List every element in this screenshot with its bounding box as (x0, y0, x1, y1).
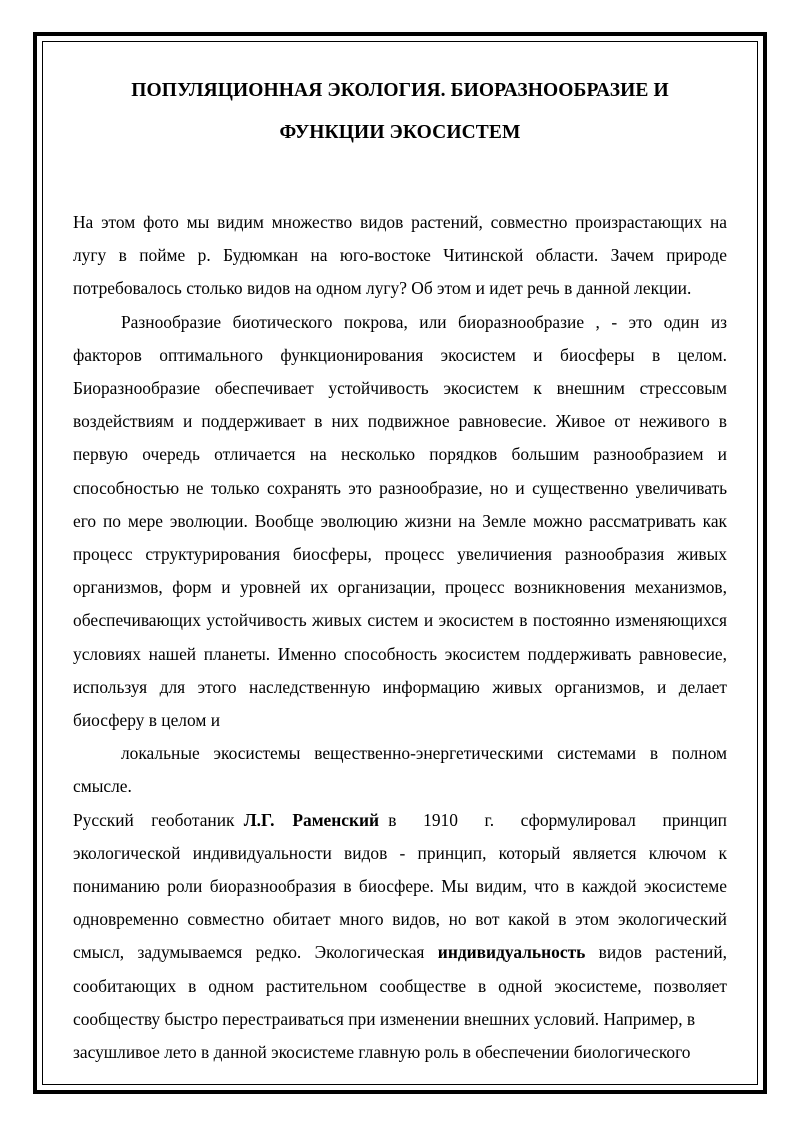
page-title-line-2: ФУНКЦИИ ЭКОСИСТЕМ (279, 122, 521, 143)
paragraph-ramensky-run-1: Русский геоботаник (73, 809, 244, 830)
paragraph-intro (73, 206, 727, 306)
paragraph-biodiversity-last-line: локальные экосистемы вещественно-энергетическими системами в полном смысле. (73, 743, 727, 797)
document-content (73, 70, 727, 1069)
scientist-name: Л.Г. Раменский (243, 809, 380, 830)
paragraph-ramensky-last-line: засушливое лето в данной экосистеме главную роль в обеспечении биологического (73, 1042, 691, 1063)
document-body (73, 206, 727, 1069)
paragraph-ramensky-run-2: в 1910 г. сформулировал принцип экологической индивидуальности видов - принцип, который является ключом к пониманию роли биоразнообразия в биосфере. Мы видим, что в каждой экосистеме одновременно совместно обитает много видов, но вот какой в этом экологический смысл, задумываемся редко. Экологическая (73, 809, 727, 963)
page-title (73, 70, 727, 154)
term-individuality: индивидуальность (437, 942, 586, 963)
paragraph-biodiversity (73, 306, 727, 804)
paragraph-ramensky (73, 804, 727, 1070)
paragraph-biodiversity-text: Разнообразие биотического покрова, или биоразнообразие , - это один из факторов оптимального функционирования экосистем и биосферы в целом. Биоразнообразие обеспечивает устойчивость экосистем к внешним стрессовым воздействиям и поддерживает в них подвижное равновесие. Живое от неживого в первую очередь отличается на несколько порядков большим разнообразием и способностью не только сохранять это разнообразие, но и существенно увеличивать его по мере эволюции. Вообще эволюцию жизни на Земле можно рассматривать как процесс структурирования биосферы, процесс увеличиения разнообразия живых организмов, форм и уровней их организации, процесс возникновения механизмов, обеспечивающих устойчивость живых систем и экосистем в постоянно изменяющихся условиях нашей планеты. Именно способность экосистем поддерживать равновесие, используя для этого наследственную информацию живых организмов, и делает биосферу в целом и (73, 311, 727, 731)
paragraph-ramensky-run-3: видов растений, сообитающих в одном растительном сообществе в одной экосистеме, позволяет сообществу быстро перестраиваться при изменении внешних условий. Например, в (73, 942, 728, 1029)
paragraph-intro-text: На этом фото мы видим множество видов растений, совместно произрастающих на лугу в пойме р. Будюмкан на юго-востоке Читинской области. Зачем природе потребовалось столько видов на одном лугу? Об этом и идет речь в данной лекции. (73, 212, 727, 299)
page-title-line-1: ПОПУЛЯЦИОННАЯ ЭКОЛОГИЯ. БИОРАЗНООБРАЗИЕ И (131, 80, 669, 101)
